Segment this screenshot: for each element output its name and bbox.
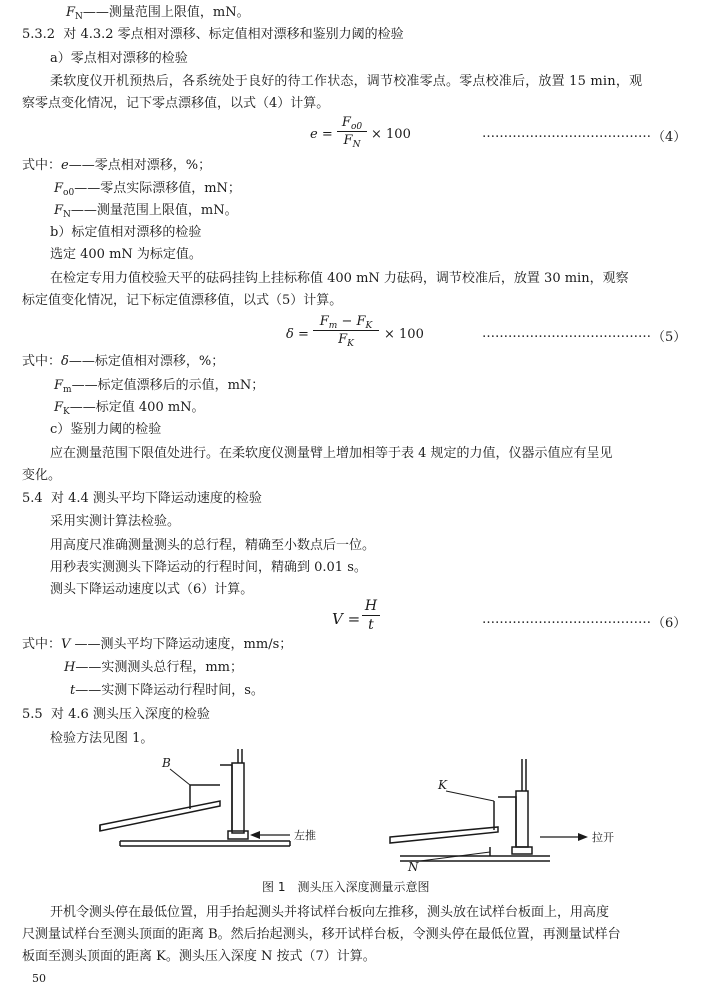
paragraph-line: 检验方法见图 1。 <box>50 731 154 746</box>
minus: − <box>341 314 353 329</box>
leader-b <box>170 769 190 785</box>
where-line <box>54 202 238 221</box>
equation-4-leader: ………………………………… <box>482 126 651 141</box>
where-line <box>54 180 241 199</box>
where-label: 式中： <box>22 354 62 369</box>
where-label: 式中： <box>22 158 62 173</box>
where-label: 式中： <box>22 637 62 652</box>
subscript: N <box>63 210 71 220</box>
numerator-2-sub: K <box>365 321 373 331</box>
denominator-sub: N <box>352 140 361 150</box>
figure-caption: 图 1 测头压入深度测量示意图 <box>262 880 430 894</box>
symbol: F <box>54 181 64 196</box>
where-line <box>22 353 224 371</box>
denominator: t <box>368 617 374 633</box>
numerator-2: F <box>356 314 366 329</box>
arrow-left-head <box>250 831 260 839</box>
paragraph-line: 采用实测计算法检验。 <box>50 514 181 529</box>
definition: ——零点实际漂移值，mN； <box>74 181 241 196</box>
paragraph-line: 用秒表实测测头下降运动的行程时间，精确到 0.01 s。 <box>50 560 367 575</box>
where-line <box>22 636 292 654</box>
section-title: 对 4.4 测头平均下降运动速度的检验 <box>50 491 262 506</box>
section-number: 5.3.2 <box>22 27 56 42</box>
numerator-sub: o0 <box>350 122 363 132</box>
numerator: F <box>341 115 351 130</box>
denominator: F <box>338 332 348 347</box>
section-heading-5-5 <box>22 706 210 724</box>
top-line <box>66 4 250 23</box>
probe-base <box>228 831 248 839</box>
where-line <box>54 377 264 396</box>
arrow-right-head <box>578 833 588 841</box>
definition: ——标定值 400 mN。 <box>69 400 205 415</box>
paragraph-line: 测头下降运动速度以式（6）计算。 <box>50 582 254 597</box>
paragraph-line: 标定值变化情况，记下标定值漂移值，以式（5）计算。 <box>22 293 343 308</box>
paragraph-line: 察零点变化情况，记下零点漂移值，以式（4）计算。 <box>22 96 330 111</box>
numerator-sub: m <box>328 321 338 331</box>
symbol: V <box>61 637 71 652</box>
equation-6-number: （6） <box>652 616 687 631</box>
subsection-b-title: b）标定值相对漂移的检验 <box>50 225 202 240</box>
equation-5-number: （5） <box>652 330 687 345</box>
symbol: F <box>54 203 64 218</box>
symbol: δ <box>61 354 69 369</box>
arrow-right-label: 拉开 <box>592 831 614 844</box>
paragraph-line: 板面至测头顶面的距离 K。测头压入深度 N 按式（7）计算。 <box>22 949 376 964</box>
sample-plate <box>100 801 220 831</box>
equation-6-lhs: V = <box>332 610 361 628</box>
equation-5-lhs: δ = <box>286 327 309 342</box>
denominator: F <box>343 133 353 148</box>
sample-plate <box>390 827 498 843</box>
label-k: K <box>438 778 447 792</box>
definition: ——零点相对漂移，%； <box>68 158 212 173</box>
section-number: 5.4 <box>22 491 43 506</box>
symbol: F <box>66 5 76 20</box>
where-line <box>64 659 243 677</box>
equation-4-fraction <box>337 115 367 148</box>
equation-5-tail: × 100 <box>384 327 424 342</box>
definition: ——实测下降运动行程时间，s。 <box>75 683 264 698</box>
paragraph-line: 尺测量试样台至测头顶面的距离 B。然后抬起测头，移开试样台板，令测头停在最低位置，再测量试样台 <box>22 927 621 942</box>
subscript: K <box>63 407 70 417</box>
paragraph-line: 在检定专用力值校验天平的砝码挂钩上挂标称值 400 mN 力砝码，调节校准后，放置 30 min，观察 <box>50 271 629 286</box>
definition: ——测量范围上限值，mN。 <box>70 203 238 218</box>
probe-base <box>512 847 532 854</box>
paragraph-line: 应在测量范围下限值处进行。在柔软度仪测量臂上增加相等于表 4 规定的力值，仪器示值应有呈见 <box>50 446 613 461</box>
subsection-a-title: a）零点相对漂移的检验 <box>50 51 188 66</box>
numerator: F <box>319 314 329 329</box>
symbol: F <box>54 400 64 415</box>
section-heading-5-3-2 <box>22 26 404 44</box>
label-n: N <box>408 860 419 874</box>
paragraph-line: 柔软度仪开机预热后，各系统处于良好的待工作状态，调节校准零点。零点校准后，放置 15 min，观 <box>50 74 643 89</box>
paragraph-line: 选定 400 mN 为标定值。 <box>50 247 202 262</box>
definition: ——实测测头总行程，mm； <box>75 660 243 675</box>
symbol: F <box>54 378 64 393</box>
subscript: o0 <box>63 188 75 198</box>
equation-4-tail: × 100 <box>371 127 411 142</box>
probe-arm <box>498 797 516 847</box>
label-b: B <box>162 756 171 770</box>
definition: ——标定值相对漂移，%； <box>68 354 225 369</box>
figure-left-diagram <box>90 745 330 855</box>
equation-6-leader: ………………………………… <box>482 612 651 627</box>
arrow-left-label: 左推 <box>294 829 316 842</box>
figure-right-diagram <box>380 755 620 875</box>
section-number: 5.5 <box>22 707 43 722</box>
equation-4-lhs: e = <box>310 127 333 142</box>
symbol: t <box>70 683 76 698</box>
paragraph-line: 开机令测头停在最低位置，用手抬起测头并将试样台板向左推移，测头放在试样台板面上，用高度 <box>50 905 610 920</box>
equation-5-leader: ………………………………… <box>482 326 651 341</box>
leader-k <box>446 791 494 801</box>
equation-4-number: （4） <box>652 130 687 145</box>
equation-5-fraction <box>313 314 379 347</box>
equation-6-fraction <box>362 598 380 633</box>
paragraph-line: 变化。 <box>22 468 62 483</box>
page-number: 50 <box>32 972 46 985</box>
probe-column <box>232 763 244 833</box>
definition: ——测头平均下降运动速度，mm/s； <box>74 637 293 652</box>
where-line <box>70 682 264 700</box>
definition: ——测量范围上限值，mN。 <box>82 5 250 20</box>
section-heading-5-4 <box>22 490 262 508</box>
where-line <box>22 157 211 175</box>
where-line <box>54 399 205 418</box>
symbol: e <box>61 158 69 173</box>
definition: ——标定值漂移后的示值，mN； <box>71 378 265 393</box>
subscript: N <box>75 12 83 22</box>
symbol: H <box>64 660 76 675</box>
paragraph-line: 用高度尺准确测量测头的总行程，精确至小数点后一位。 <box>50 538 376 553</box>
numerator: H <box>364 598 378 614</box>
probe-column <box>516 791 528 847</box>
probe-arm <box>220 765 232 831</box>
denominator-sub: K <box>347 339 354 349</box>
section-title: 对 4.3.2 零点相对漂移、标定值相对漂移和鉴别力阈的检验 <box>63 27 404 42</box>
subsection-c-title: c）鉴别力阈的检验 <box>50 422 162 437</box>
section-title: 对 4.6 测头压入深度的检验 <box>50 707 210 722</box>
subscript: m <box>63 385 72 395</box>
